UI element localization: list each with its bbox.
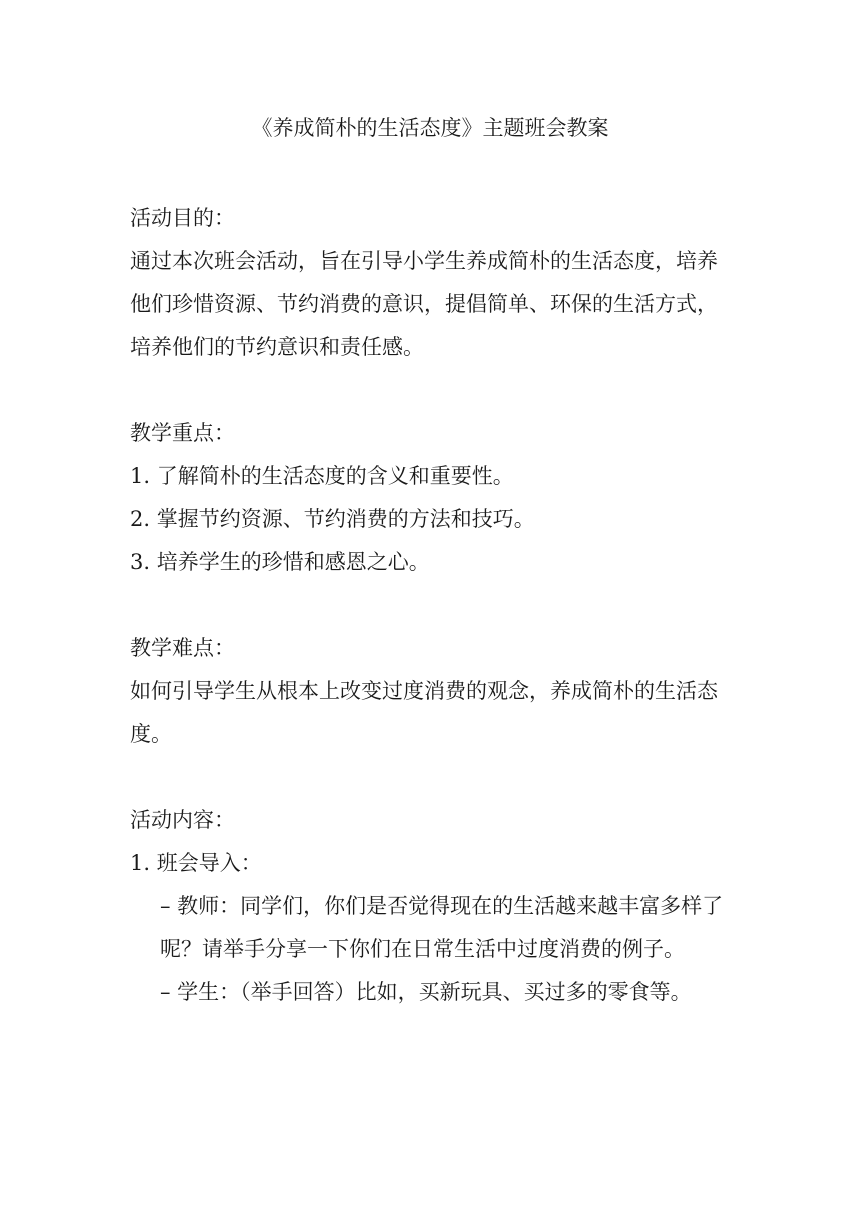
- difficulty-body: 如何引导学生从根本上改变过度消费的观念，养成简朴的生活态度。: [130, 679, 718, 746]
- content-heading: 活动内容：: [130, 808, 235, 832]
- goal-body: 通过本次班会活动，旨在引导小学生养成简朴的生活态度，培养他们珍惜资源、节约消费的意识，提倡简单、环保的生活方式，培养他们的节约意识和责任感。: [130, 249, 718, 359]
- document-body: [130, 197, 734, 1014]
- key-point-item: 1. 了解简朴的生活态度的含义和重要性。: [130, 464, 514, 488]
- spacer: [130, 756, 734, 799]
- difficulty-heading: 教学难点：: [130, 636, 235, 660]
- teacher-line: – 教师：同学们，你们是否觉得现在的生活越来越丰富多样了呢？请举手分享一下你们在日常生活中过度消费的例子。: [160, 894, 724, 961]
- student-line: – 学生：（举手回答）比如，买新玩具、买过多的零食等。: [160, 980, 692, 1004]
- document-title: 《养成简朴的生活态度》主题班会教案: [251, 116, 609, 140]
- goal-heading: 活动目的：: [130, 206, 235, 230]
- spacer: [130, 369, 734, 412]
- key-point-item: 2. 掌握节约资源、节约消费的方法和技巧。: [130, 507, 535, 531]
- content-item-intro: 1. 班会导入：: [130, 851, 262, 875]
- spacer: [130, 584, 734, 627]
- key-points-heading: 教学重点：: [130, 421, 235, 445]
- key-point-item: 3. 培养学生的珍惜和感恩之心。: [130, 550, 430, 574]
